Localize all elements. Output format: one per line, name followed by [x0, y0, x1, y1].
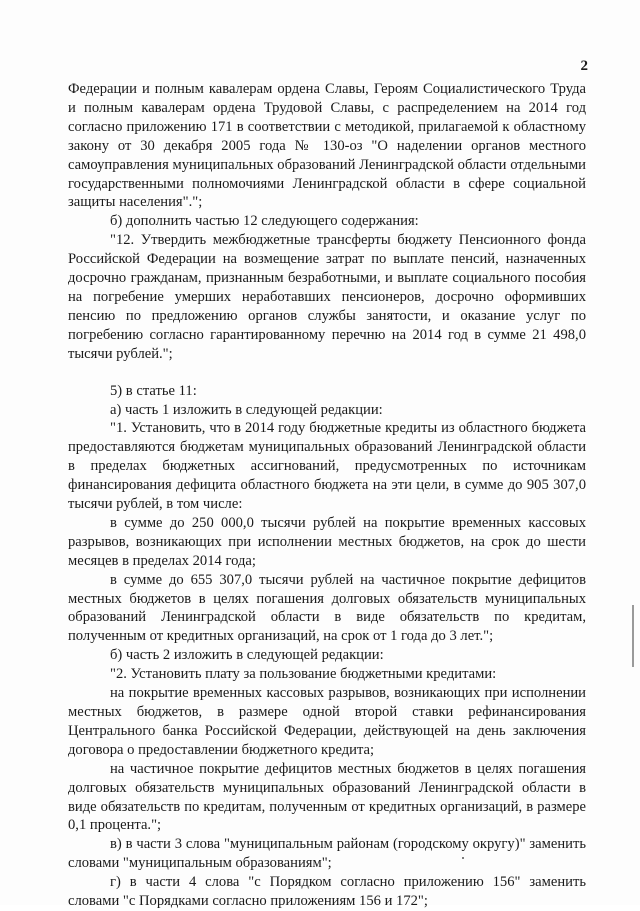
scan-speck — [462, 857, 464, 859]
paragraph-part-1-text: "1. Установить, что в 2014 году бюджетные кредиты из областного бюджета предоставляются бюджетам муниципальных образований Ленинградской области в пределах бюджетных ассигнований, предусмотренных по источникам финансирования дефицита областного бюджета на эти цели, в сумме до 905 307,0 тысячи рублей, в том числе: — [68, 420, 586, 513]
paragraph-item-b-add-part-12: б) дополнить частью 12 следующего содержания: — [110, 213, 419, 230]
paragraph-part-2-text: "2. Установить плату за пользование бюджетными кредитами: — [110, 666, 497, 683]
page-number: 2 — [580, 58, 588, 74]
paragraph-item-a-part-1: а) часть 1 изложить в следующей редакции: — [110, 401, 383, 418]
document-body — [68, 80, 586, 911]
paragraph-item-b-part-2: б) часть 2 изложить в следующей редакции: — [110, 647, 384, 664]
paragraph-fee-deficit: на частичное покрытие дефицитов местных бюджетов в целях погашения долговых обязательств муниципальных образований Ленинградской области в виде обязательств по кредитам, полученным от кредитных организаций, в размере 0,1 процента."; — [68, 760, 586, 834]
paragraph-part-12-text: "12. Утвердить межбюджетные трансферты бюджету Пенсионного фонда Российской Федерации на возмещение затрат по выплате пенсий, назначенных досрочно гражданам, признанным безработными, и выплате социального пособия на погребение умерших неработавших пенсионеров, досрочно оформивших пенсию по предложению органов службы занятости, и оказание услуг по погребению согласно гарантированному перечню на 2014 год в сумме 21 498,0 тысячи рублей."; — [68, 232, 586, 362]
scan-edge-mark — [632, 605, 634, 667]
paragraph-deficit-coverage: в сумме до 655 307,0 тысячи рублей на частичное покрытие дефицитов местных бюджетов в целях погашения долговых обязательств муниципальных образований Ленинградской области в виде обязательств по кредитам, полученным от кредитных организаций, на срок от 1 года до 3 лет."; — [68, 571, 586, 645]
paragraph-item-v-part-3: в) в части 3 слова "муниципальным районам (городскому округу)" заменить словами "муниципальным образованиям"; — [68, 836, 586, 872]
paragraph-continuation: Федерации и полным кавалерам ордена Славы, Героям Социалистического Труда и полным кавалерам ордена Трудовой Славы, с распределением на 2014 год согласно приложению 171 в соответствии с методикой, прилагаемой к областному закону от 30 декабря 2005 года № 130-оз "О наделении органов местного самоуправления муниципальных образований Ленинградской области отдельными государственными полномочиями Ленинградской области в сфере социальной защиты населения"."; — [68, 81, 586, 211]
paragraph-fee-cash-gaps: на покрытие временных кассовых разрывов, возникающих при исполнении местных бюджетов, в размере одной второй ставки рефинансирования Центрального банка Российской Федерации, действующей на день заключения договора о предоставлении бюджетного кредита; — [68, 685, 586, 758]
paragraph-item-g-part-4: г) в части 4 слова "с Порядком согласно приложению 156" заменить словами "с Порядками согласно приложениям 156 и 172"; — [68, 874, 586, 910]
paragraph-item-5-article-11: 5) в статье 11: — [110, 382, 197, 399]
paragraph-cash-gaps: в сумме до 250 000,0 тысячи рублей на покрытие временных кассовых разрывов, возникающих при исполнении местных бюджетов, на срок до шести месяцев в пределах 2014 года; — [68, 514, 586, 569]
